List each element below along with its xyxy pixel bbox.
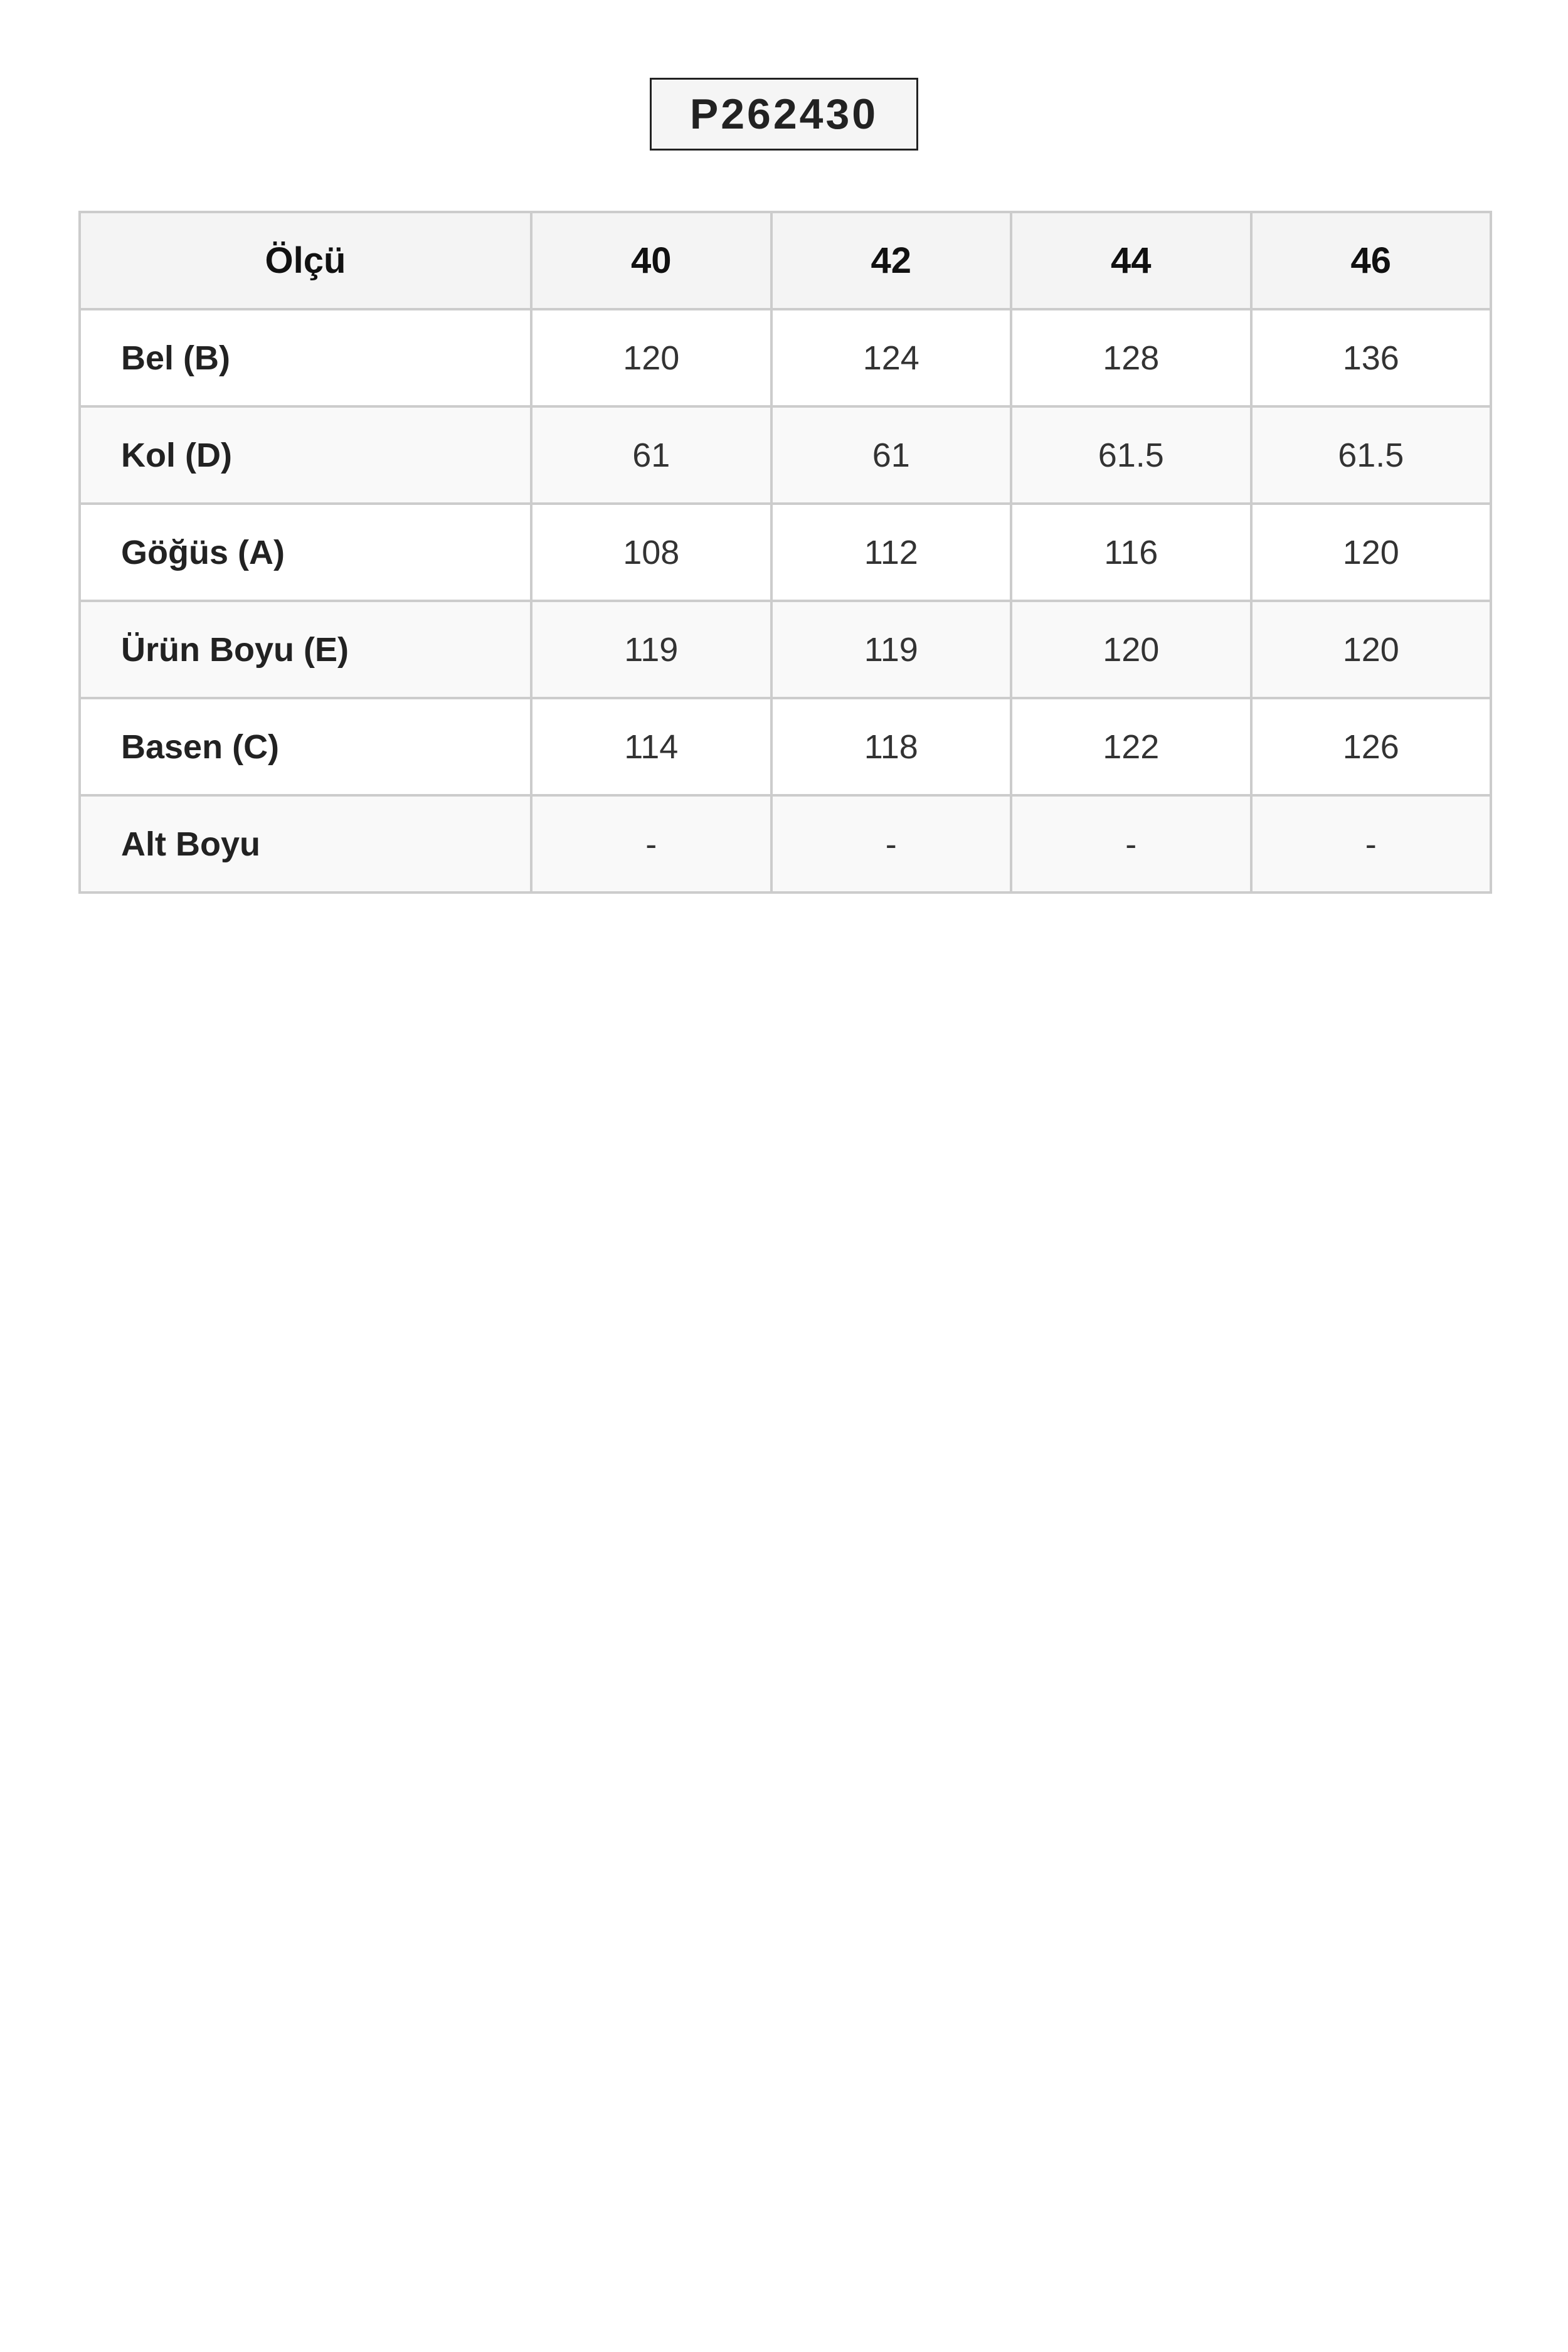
- table-header-row: [80, 212, 1491, 309]
- table-cell: 118: [771, 698, 1012, 795]
- row-label: Bel (B): [80, 309, 531, 406]
- row-label: Basen (C): [80, 698, 531, 795]
- table-cell: -: [1251, 795, 1491, 893]
- table-cell: -: [771, 795, 1012, 893]
- table-cell: 120: [531, 309, 771, 406]
- table-row: [80, 504, 1491, 601]
- row-label: Alt Boyu: [80, 795, 531, 893]
- header-size-46: 46: [1251, 212, 1491, 309]
- table-cell: 122: [1011, 698, 1251, 795]
- header-size-44: 44: [1011, 212, 1251, 309]
- table-row: [80, 601, 1491, 698]
- row-label: Kol (D): [80, 406, 531, 504]
- table-row: [80, 795, 1491, 893]
- table-cell: -: [531, 795, 771, 893]
- table-cell: 116: [1011, 504, 1251, 601]
- table-cell: -: [1011, 795, 1251, 893]
- table-cell: 61.5: [1011, 406, 1251, 504]
- header-size-42: 42: [771, 212, 1012, 309]
- table-row: [80, 309, 1491, 406]
- table-cell: 114: [531, 698, 771, 795]
- table-row: [80, 698, 1491, 795]
- header-size-40: 40: [531, 212, 771, 309]
- table-cell: 61: [771, 406, 1012, 504]
- product-code: P262430: [650, 78, 918, 151]
- table-cell: 120: [1251, 601, 1491, 698]
- row-label: Ürün Boyu (E): [80, 601, 531, 698]
- table-cell: 119: [531, 601, 771, 698]
- table-cell: 108: [531, 504, 771, 601]
- table-row: [80, 406, 1491, 504]
- size-chart-table: [78, 211, 1492, 894]
- table-cell: 126: [1251, 698, 1491, 795]
- table-cell: 61.5: [1251, 406, 1491, 504]
- table-cell: 124: [771, 309, 1012, 406]
- table-cell: 112: [771, 504, 1012, 601]
- row-label: Göğüs (A): [80, 504, 531, 601]
- table-cell: 119: [771, 601, 1012, 698]
- table-cell: 136: [1251, 309, 1491, 406]
- table-cell: 120: [1011, 601, 1251, 698]
- table-cell: 128: [1011, 309, 1251, 406]
- header-size-label: Ölçü: [80, 212, 531, 309]
- table-cell: 61: [531, 406, 771, 504]
- table-cell: 120: [1251, 504, 1491, 601]
